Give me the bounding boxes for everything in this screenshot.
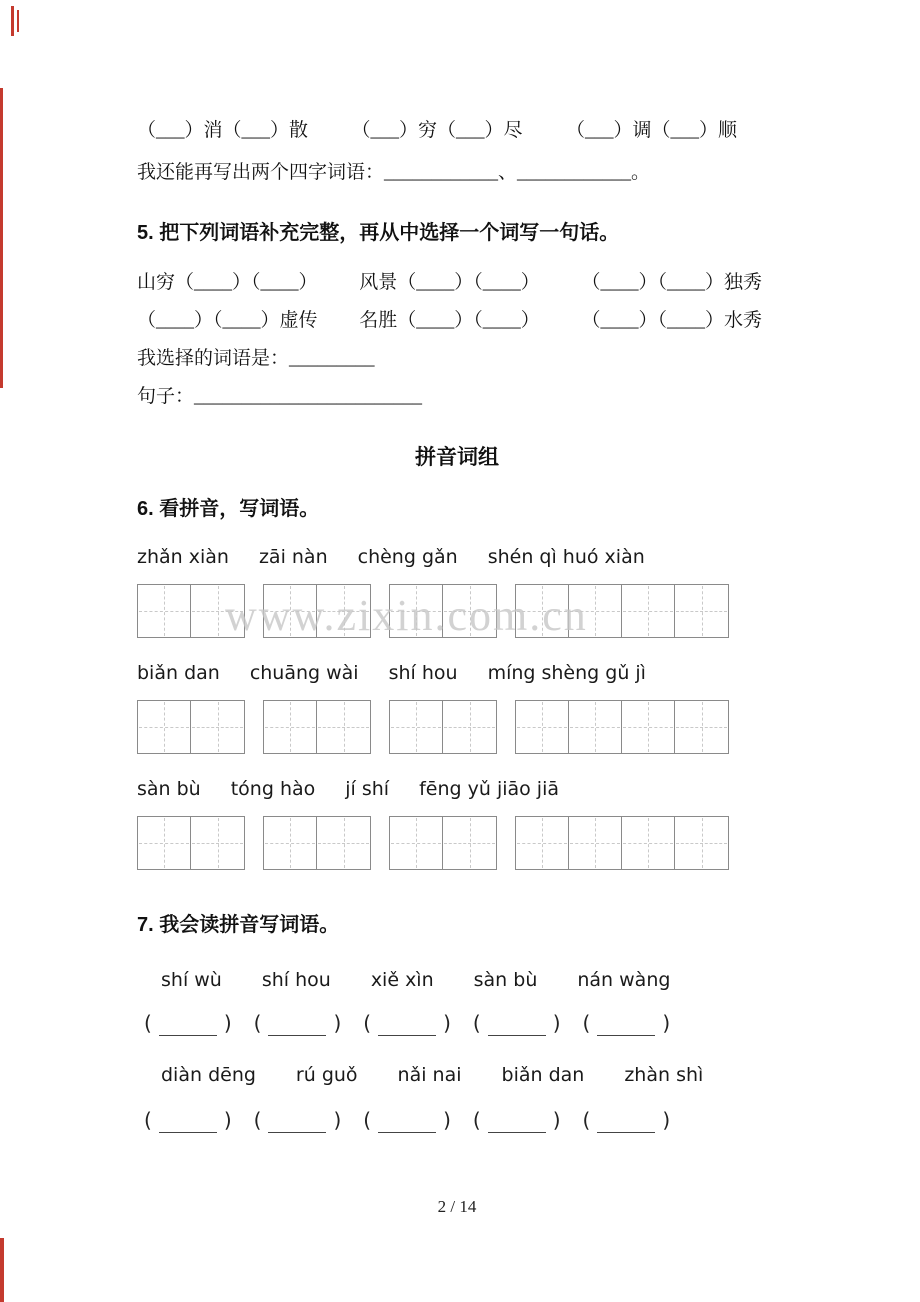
idiom-blank-item: （____）（____）水秀 bbox=[581, 310, 762, 331]
writing-grid-cell bbox=[622, 585, 675, 637]
pinyin-word: zhàn shì bbox=[624, 1064, 704, 1086]
writing-grid-group bbox=[263, 816, 371, 870]
answer-blank bbox=[576, 1107, 678, 1133]
section-heading: 拼音词组 bbox=[415, 446, 499, 469]
pinyin-word: zāi nàn bbox=[258, 546, 328, 568]
answer-blank bbox=[356, 1107, 458, 1133]
writing-grid-row bbox=[137, 584, 729, 638]
open-paren: ( bbox=[144, 1011, 152, 1035]
blank-underline bbox=[268, 1019, 326, 1036]
question5-blank-row-1 bbox=[137, 270, 762, 296]
close-paren: ) bbox=[333, 1011, 342, 1035]
idiom-blank-item: （____）（____）虚传 bbox=[137, 310, 318, 331]
answer-blank bbox=[576, 1010, 678, 1036]
writing-grid-group bbox=[515, 584, 729, 638]
writing-grid-cell bbox=[264, 817, 317, 869]
question6-body bbox=[137, 545, 777, 870]
page-content bbox=[137, 0, 777, 1217]
question5-blank-row-2 bbox=[137, 308, 762, 334]
idiom-blank-item: （___）调（___）顺 bbox=[565, 120, 737, 141]
close-paren: ) bbox=[443, 1108, 451, 1132]
close-paren: ) bbox=[333, 1108, 342, 1132]
writing-grid-cell bbox=[675, 817, 728, 869]
scan-artifact-red-mark bbox=[17, 10, 19, 32]
pinyin-word: diàn dēng bbox=[161, 1064, 256, 1086]
writing-grid-cell bbox=[569, 817, 622, 869]
writing-grid-cell bbox=[138, 701, 191, 753]
scan-artifact-red-mark bbox=[11, 6, 14, 36]
pinyin-line bbox=[137, 545, 777, 569]
writing-grid-cell bbox=[390, 817, 443, 869]
open-paren: ( bbox=[363, 1011, 372, 1035]
blank-underline bbox=[378, 1019, 436, 1036]
pinyin-word: shí wù bbox=[161, 969, 222, 991]
writing-grid-group bbox=[389, 584, 497, 638]
answer-blank bbox=[356, 1010, 458, 1036]
question5-choice-line: 我选择的词语是：_________ bbox=[137, 348, 375, 369]
pinyin-word: míng shèng gǔ jì bbox=[487, 662, 646, 684]
close-paren: ) bbox=[223, 1108, 232, 1132]
writing-grid-cell bbox=[622, 701, 675, 753]
pinyin-word: zhǎn xiàn bbox=[137, 546, 229, 568]
writing-grid-cell bbox=[390, 701, 443, 753]
pinyin-word: tóng hào bbox=[230, 778, 316, 800]
writing-grid-cell bbox=[317, 817, 370, 869]
idiom-blank-item: （___）穷（___）尽 bbox=[351, 120, 523, 141]
close-paren: ) bbox=[443, 1011, 451, 1035]
watermark-text: www.zixin.com.cn bbox=[225, 591, 588, 640]
blank-underline bbox=[597, 1019, 655, 1036]
writing-grid-cell bbox=[138, 817, 191, 869]
writing-grid-cell bbox=[622, 817, 675, 869]
writing-grid-cell bbox=[569, 585, 622, 637]
close-paren: ) bbox=[552, 1011, 561, 1035]
answer-blank-row bbox=[137, 1010, 777, 1036]
page-number: 2 / 14 bbox=[437, 1197, 477, 1216]
writing-grid-group bbox=[137, 816, 245, 870]
writing-grid-cell bbox=[191, 585, 244, 637]
open-paren: ( bbox=[253, 1108, 262, 1132]
blank-underline bbox=[378, 1116, 436, 1133]
pinyin-word: nǎi nai bbox=[397, 1064, 462, 1086]
answer-blank-row bbox=[137, 1107, 777, 1133]
writing-grid-cell bbox=[264, 585, 317, 637]
pinyin-word: rú guǒ bbox=[295, 1064, 358, 1086]
writing-grid-cell bbox=[264, 701, 317, 753]
open-paren: ( bbox=[363, 1108, 372, 1132]
writing-grid-group bbox=[263, 700, 371, 754]
writing-grid-group bbox=[515, 700, 729, 754]
idiom-fill-blank-row bbox=[137, 118, 737, 144]
writing-grid-group bbox=[389, 700, 497, 754]
writing-grid-cell bbox=[390, 585, 443, 637]
writing-grid-group bbox=[389, 816, 497, 870]
pinyin-word: jí shí bbox=[345, 778, 390, 800]
open-paren: ( bbox=[472, 1108, 481, 1132]
writing-grid-cell bbox=[317, 701, 370, 753]
answer-blank bbox=[247, 1107, 349, 1133]
extra-idioms-line: 我还能再写出两个四字词语：____________、____________。 bbox=[137, 162, 651, 183]
pinyin-word: nán wàng bbox=[577, 969, 671, 991]
scan-artifact-red-line bbox=[0, 88, 3, 388]
writing-grid-cell bbox=[516, 701, 569, 753]
question5-sentence-line: 句子：________________________ bbox=[137, 386, 423, 407]
writing-grid-cell bbox=[191, 817, 244, 869]
writing-grid-cell bbox=[317, 585, 370, 637]
blank-underline bbox=[159, 1116, 217, 1133]
writing-grid-group bbox=[263, 584, 371, 638]
pinyin-word: chèng gǎn bbox=[357, 546, 458, 568]
blank-underline bbox=[597, 1116, 655, 1133]
writing-grid-cell bbox=[569, 701, 622, 753]
idiom-blank-item: （____）（____）独秀 bbox=[581, 272, 762, 293]
writing-grid-cell bbox=[443, 701, 496, 753]
pinyin-word: biǎn dan bbox=[501, 1064, 585, 1086]
pinyin-word: biǎn dan bbox=[137, 662, 220, 684]
question7-body bbox=[137, 968, 777, 1133]
answer-blank bbox=[466, 1107, 568, 1133]
blank-underline bbox=[268, 1116, 326, 1133]
close-paren: ) bbox=[223, 1011, 232, 1035]
writing-grid-cell bbox=[675, 701, 728, 753]
writing-grid-group bbox=[137, 584, 245, 638]
writing-grid-cell bbox=[138, 585, 191, 637]
pinyin-word: sàn bù bbox=[473, 969, 538, 991]
answer-blank bbox=[466, 1010, 568, 1036]
open-paren: ( bbox=[253, 1011, 262, 1035]
answer-blank bbox=[247, 1010, 349, 1036]
blank-underline bbox=[159, 1019, 217, 1036]
close-paren: ) bbox=[662, 1108, 671, 1132]
idiom-blank-item: 山穷（____）（____） bbox=[137, 272, 318, 293]
writing-grid-group bbox=[515, 816, 729, 870]
open-paren: ( bbox=[582, 1108, 591, 1132]
idiom-blank-item: 风景（____）（____） bbox=[359, 272, 540, 293]
close-paren: ) bbox=[662, 1011, 671, 1035]
writing-grid-cell bbox=[443, 817, 496, 869]
writing-grid-cell bbox=[191, 701, 244, 753]
pinyin-word: shí hou bbox=[388, 662, 458, 684]
question5-title: 5. 把下列词语补充完整，再从中选择一个词写一句话。 bbox=[137, 222, 620, 244]
pinyin-word: chuāng wài bbox=[249, 662, 359, 684]
writing-grid-cell bbox=[516, 585, 569, 637]
open-paren: ( bbox=[144, 1108, 152, 1132]
writing-grid-group bbox=[137, 700, 245, 754]
writing-grid-cell bbox=[443, 585, 496, 637]
pinyin-word: shén qì huó xiàn bbox=[487, 546, 645, 568]
writing-grid-row bbox=[137, 816, 729, 870]
blank-underline bbox=[488, 1116, 546, 1133]
pinyin-line bbox=[137, 661, 777, 685]
idiom-blank-item: （___）消（___）散 bbox=[137, 120, 309, 141]
scan-artifact-red-line bbox=[0, 1238, 4, 1302]
close-paren: ) bbox=[552, 1108, 561, 1132]
writing-grid-cell bbox=[675, 585, 728, 637]
pinyin-word: sàn bù bbox=[137, 778, 201, 800]
pinyin-word: xiě xìn bbox=[370, 969, 434, 991]
pinyin-line bbox=[137, 777, 777, 801]
open-paren: ( bbox=[472, 1011, 481, 1035]
question7-title: 7. 我会读拼音写词语。 bbox=[137, 914, 340, 936]
idiom-blank-item: 名胜（____）（____） bbox=[359, 310, 540, 331]
question6-title: 6. 看拼音，写词语。 bbox=[137, 498, 320, 520]
pinyin-line bbox=[137, 1063, 777, 1087]
writing-grid-cell bbox=[516, 817, 569, 869]
answer-blank bbox=[137, 1010, 239, 1036]
blank-underline bbox=[488, 1019, 546, 1036]
writing-grid-row bbox=[137, 700, 729, 754]
pinyin-line bbox=[137, 968, 777, 992]
open-paren: ( bbox=[582, 1011, 591, 1035]
pinyin-word: fēng yǔ jiāo jiā bbox=[419, 778, 560, 800]
pinyin-word: shí hou bbox=[261, 969, 331, 991]
answer-blank bbox=[137, 1107, 239, 1133]
